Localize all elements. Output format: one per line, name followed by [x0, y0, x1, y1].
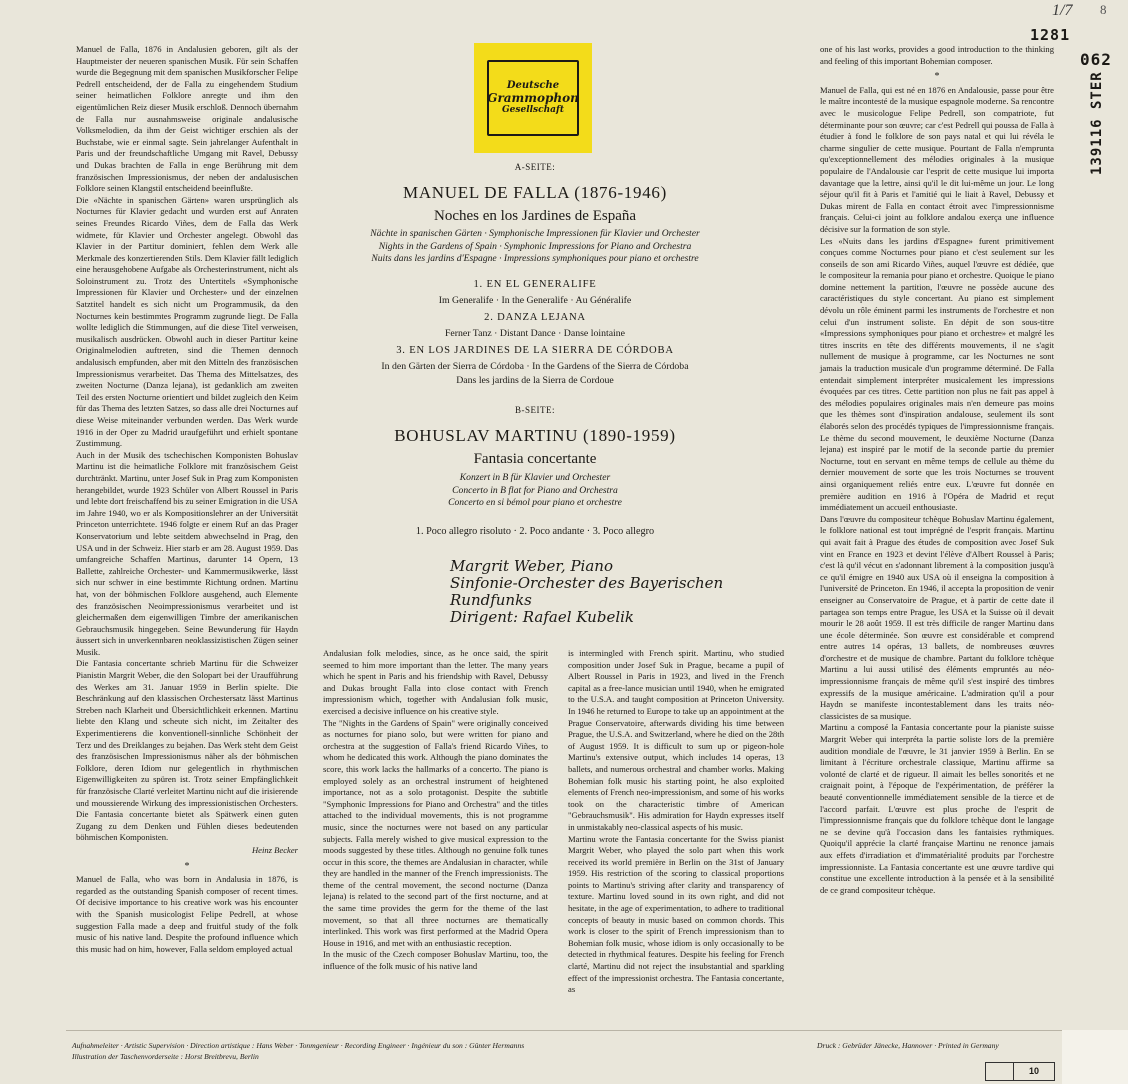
movement-subtitle: Ferner Tanz · Distant Dance · Danse lointaine: [444, 328, 626, 339]
side-a-composer: MANUEL DE FALLA (1876-1946): [403, 183, 667, 202]
french-paragraph: Martinu a composé la Fantasia concertante pour la pianiste suisse Margrit Weber qui interpréta la partie soliste lors de la première audition mondiale de l'œuvre, le 31 janvier 1959 à Berlin. En se limitant à l'écriture orchestrale classique, Martinu affirme sa volonté de clarté et de rigueur. Il aimait les belles sonorités et ne craignait point, à l'époque de l'expérimentation, de préférer la beauté conventionnelle immédiatement sensible de la tierce et de l'accord parfait. L'œuvre est plus proche de l'esprit de l'impressionnisme français que du folklore tchèque dont le langage ne se devine qu'à l'occasion dans les fantaisies rythmiques. Quoiqu'il apprécie la clarté française Martinu ne renonce jamais aux effets d'irradiation et d'immatérialité produits par l'orchestre impressionniste. La Fantasia concertante est une œuvre tardive qui constitue une excellente introduction à la pensée et à la sensibilité de ce grand compositeur tchèque.: [820, 722, 1054, 895]
performer: Sinfonie-Orchester des Bayerischen Rundfunks: [450, 574, 724, 609]
side-a-work-title: Noches en los Jardines de España: [433, 208, 637, 224]
side-b-work-title: Fantasia concertante: [473, 451, 597, 467]
separator-star-icon: *: [934, 71, 940, 83]
page-box: 10: [1013, 1062, 1055, 1081]
french-paragraph: Les «Nuits dans les jardins d'Espagne» furent primitivement conçues comme Nocturnes pour piano et c'est seulement sur les conseils de son ami Ricardo Viñes, auquel l'œuvre est dédiée, que le compositeur la remania pour piano et orchestre. Quoique le piano domine nettement la partition, l'œuvre ne possède aucune des caractéristiques du style concertant. Au piano est simplement dévolu un rôle éminent parmi les instruments de l'orchestre et non celui d'un instrument soliste. En dépit de son sous-titre «Impressions symphoniques pour piano et orchestre» et malgré les titres inscrits en tête des différents mouvements, il ne s'agit nullement de musique à programme, car les Nocturnes ne sont jamais la traduction musicale d'un programme déterminé. De Falla entendait simplement interpréter musicalement les impressions évoquées par ces titres. Cette partition non plus ne fait pas appel à des mélodies populaires originales mais n'en demeure pas moins que les thèmes sont d'inspiration andalouse, seulement ils sont élaborés selon des procédés typiques de l'impressionnisme français. Le thème du second mouvement, le deuxième Nocturne (Danza lejana) est inspiré par le motif de la seconde partie du premier Nocturne, tout en servant en même temps de cellule au thème du dernier mouvement de sorte que les trois Nocturnes se trouvent ainsi organiquement reliés entre eux. L'œuvre fut donnée en première audition en 1916 à l'Opéra de Madrid et reçut immédiatement un accueil enthousiaste.: [820, 235, 1054, 513]
performers: [450, 558, 750, 626]
side-a-label: A-SEITE:: [514, 162, 556, 172]
subtitle: Konzert in B für Klavier und Orchester: [459, 472, 611, 483]
german-paragraph: Manuel de Falla, 1876 in Andalusien geboren, gilt als der Hauptmeister der neueren spanischen Musik. Für sein Schaffen wurde die Begegnung mit dem spanischen Musikforscher Felipe Pedrell entscheidend, der de Falla zu eingehendem Studium seiner heimatlichen Folklore anregte und ihm den eigentümlichen Reiz dieser Musik erschloß. Dennoch übernahm de Falla nur ausnahmsweise originale andalusische Volksmelodien, da ihm der Geist wichtiger erschien als der Buchstabe, wie er einmal sagte. Sein jahrelanger Aufenthalt in Paris und der freundschaftliche Umgang mit Ravel, Debussy und Dukas brachten de Falla in enge Berührung mit dem französischen Impressionismus, der neben der andalusischen Folklore seinen Klangstil entscheidend beeinflußte.: [76, 44, 298, 194]
subtitle: Concerto in B flat for Piano and Orchestra: [452, 484, 618, 496]
label-box: [985, 1062, 1014, 1081]
catalog-number: 062: [1080, 50, 1112, 69]
catalog-number: 1281: [1030, 26, 1071, 44]
spine-catalog: [1082, 72, 1112, 182]
english-paragraph: Andalusian folk melodies, since, as he once said, the spirit seemed to him more important than the letter. The many years which he spent in Paris and his friendship with Ravel, Debussy and Dukas brought Falla into close contact with French impressionism which, together with Andalusian folk music, exercised a decisive influence on his creative style.: [323, 648, 548, 716]
german-paragraph: Die «Nächte in spanischen Gärten» waren ursprünglich als Nocturnes für Klavier gedacht und wurden erst auf Anraten seines Freundes Ricardo Viñes, dem de Falla das Werk widmete, für Klavier und Orchester angelegt. Obwohl das Klavier in der Partitur dominiert, fehlen dem Werk alle Merkmale des konzertierenden Stils. Dem Klavier fällt lediglich eine herausgehobene Aufgabe als Orchesterinstrument, nicht als Soloinstrument zu. Trotz des Untertitels «Symphonische Impressionen für Klavier und Orchester» und der einzelnen Satztitel handelt es sich nicht um Programmusik, da den Nocturnes kein bestimmtes Programm zugrunde liegt. De Falla wollte lediglich die Stimmungen, auf die diese Titel verweisen, musikalisch ausdrücken. Obwohl auch in dieser Partitur keine Originalmelodien auftreten, sind die Themen dennoch andalusisch empfunden, aber mit den Mitteln des französischen Impressionismus verarbeitet. Das Thema des Mittelsatzes, des zweiten Nocturne (Danza lejana), ist gedanklich am zweiten Teil des ersten Nocturne orientiert und bildet zugleich den Keim für das Thema des letzten Satzes, so dass alle drei Nocturnes auf diese Weise miteinander verbunden werden. Das Werk wurde 1916 in der Oper zu Madrid uraufgeführt und erhielt spontane Zustimmung.: [76, 194, 298, 449]
footer-credit-line: Aufnahmeleiter · Artistic Supervision · Direction artistique : Hans Weber · Tonmgenieur · Recording Engineer · Ingénieur du son : Günter Hermanns: [72, 1041, 525, 1050]
side-b-composer: BOHUSLAV MARTINU (1890-1959): [394, 426, 676, 445]
logo-line: Gesellschaft: [502, 105, 564, 115]
dgg-logo: [474, 43, 592, 153]
side-a-subtitles: [330, 228, 740, 266]
movement-title: 3. EN LOS JARDINES DE LA SIERRA DE CÓRDOBA: [396, 345, 674, 356]
footer-printer: Druck : Gebrüder Jänecke, Hannover · Printed in Germany: [817, 1041, 999, 1050]
french-paragraph: Dans l'œuvre du compositeur tchèque Bohuslav Martinu également, le folklore national est tout imprégné de l'esprit français. Martinu qui avait fait à Prague des études de composition avec Josef Suk vint en France en 1923 et devint l'élève d'Albert Roussel à Paris; c'est là qu'il vécut en s'adonnant librement à la composition jusqu'à ce qu'il émigre en 1940 aux USA où il enseigna la composition à l'université de Princeton. En 1946, il accepta la proposition de venir enseigner au Conservatoire de Prague, et à partir de cette date il partagea son temps entre Prague, les USA et la Suisse où il devait mourir le 28 août 1959. Il est très difficile de ranger Martinu dans une école déterminée. Son œuvre est considérable et comprend entre autres 14 opéras, 13 ballets, de nombreuses œuvres d'orchestre et de musique de chambre. Partant du folklore tchèque Martinu a lui aussi utilisé des éléments empruntés au néo-impressionnisme français de même qu'il s'est inspiré des timbres expressifs de la musique américaine. L'admiration qu'il a pour Haydn se manifeste incontestablement dans les traits néo-classicistes de sa musique.: [820, 513, 1054, 721]
footer-credit-line: Illustration der Taschenvorderseite : Horst Breitbrevu, Berlin: [72, 1052, 259, 1061]
english-paragraph: is intermingled with French spirit. Martinu, who studied composition under Josef Suk in Prague, became a pupil of Albert Roussel in Paris in 1923, and lived in the French capital as a free-lance musician until 1940, when he emigrated to the U.S.A. and taught composition at Princeton University. In 1946 he returned to Europe to take up an appointment at the Prague Conservatoire, afterwards dividing his time between Prague, the U.S.A. and Switzerland, where he died on the 28th of August 1959. It is difficult to sum up or pigeon-hole Martinu's extensive output, which includes 14 operas, 13 ballets, and numerous orchestral and chamber works. Making Bohemian folk music his starting point, he also exploited elements of French neo-impressionism, and some of his works took on the characteristic timbre of American "Gebrauchsmusik". His admiration for Haydn expresses itself in unmistakably neo-classical aspects of his music.: [568, 648, 784, 832]
performer: Dirigent: Rafael Kubelik: [450, 608, 634, 626]
english-paragraph: Martinu wrote the Fantasia concertante for the Swiss pianist Margrit Weber, who played the solo part when this work received its world première in Berlin on the 31st of January 1959. His restriction of the scoring to classical proportions points to Martinu's striving after clarity and transparency of texture. Martinu loved sound in its own right, and did not hesitate, in the age of experimentation, to adhere to traditional concepts of beauty in music based on common chords. This work is closer to the spirit of French impressionism than to Bohemian folk music, whose idiom is only occasionally to be detected in rhythmical features. Despite his feeling for French clarté, Martinu did not reject the insubstantial and sparkling effect of the impressionist orchestra. The Fantasia concertante, as: [568, 833, 784, 995]
logo-line: Grammophon: [487, 91, 579, 105]
subtitle: Nuits dans les jardins d'Espagne · Impressions symphoniques pour piano et orchestre: [371, 253, 699, 265]
handwritten-note: 1/7: [1052, 2, 1073, 19]
footer-credits: [72, 1040, 1072, 1062]
english-paragraph: Manuel de Falla, who was born in Andalusia in 1876, is regarded as the outstanding Spanish composer of recent times. Of decisive importance to his creative work was his encounter with the Spanish musicologist Felipe Pedrell, at whose suggestion Falla made a deep and fruitful study of the folk music of his native land. Despite the profound influence which this music had on him, however, Falla seldom employed actual: [76, 874, 298, 954]
english-paragraph: The "Nights in the Gardens of Spain" were originally conceived as nocturnes for piano solo, but were written for piano and orchestra at the suggestion of Falla's friend Ricardo Viñes, to whom he dedicated this work. Although the piano dominates the score, this work lacks the hallmarks of a concerto. The piano is employed solely as an orchestral instrument of heightened importance, not as a solo protagonist. Despite the subtitle "Symphonic Impressions for Piano and Orchestra" and the titles attached to the individual movements, this is not programme music, since the nocturnes were not based on any particular subjects. Falla merely wished to give musical expression to the moods suggested by these titles. Although no genuine folk tunes occur in this score, the themes are Andalusian in character, while they are handled in the manner of the French impressionists. The theme of the central movement, the second nocturne (Danza lejana) is related to the second part of the first nocturne, and at the same time provides the germ for the theme of the last movement, so that all three nocturnes are thematically interlinked. This work was first performed at the Madrid Opera House in 1916, and met with an enthusiastic reception.: [323, 717, 548, 948]
german-signature: Heinz Becker: [251, 844, 298, 855]
german-paragraph: Auch in der Musik des tschechischen Komponisten Bohuslav Martinu ist die heimatliche Folklore mit französischem Geist durchtränkt. Martinu, unter Josef Suk in Prag zum Komponisten herangebildet, wurde 1923 Schüler von Albert Roussel in Paris und lebte dort freischaffend bis zu seiner Emigration in die USA im Jahre 1940, wo er als Kompositionslehrer an der Universität Princeton unterrichtete. 1946 folgte er einem Ruf an das Prager Konservatorium und lebte seitdem abwechselnd in Prag, den USA und in der Schweiz. Hier starb er am 28. August 1959. Das umfangreiche Schaffen Martinus, darunter 14 Opern, 13 Ballette, zahlreiche Orchester- und Kammermusikwerke, lässt sich nur schwer in eine bestimmte Richtung ordnen. Martinu hat, von der böhmischen Folklore ausgehend, auch Elemente des französischen Neoimpressionismus verarbeitet und ist gleichermaßen dem eigenwilligen Timbre der amerikanischen Gebrauchsmusik hingegeben. Seine Bewunderung für Haydn äussert sich in unverkennbaren neoklassizistischen Zügen seiner Musik.: [76, 449, 298, 657]
logo-line: Deutsche: [506, 80, 560, 91]
english-notes-middle: [323, 648, 548, 973]
side-b-movements: 1. Poco allegro risoluto · 2. Poco andante · 3. Poco allegro: [415, 526, 655, 537]
subtitle: Concerto en si bémol pour piano et orchestre: [448, 497, 622, 509]
movement-title: 1. EN EL GENERALIFE: [473, 279, 597, 290]
side-b-subtitles: [330, 472, 740, 510]
spine-text: 139116 STER: [1089, 71, 1105, 175]
subtitle: Nächte in spanischen Gärten · Symphonische Impressionen für Klavier und Orchester: [370, 228, 700, 239]
corner-label-area: [1062, 1030, 1128, 1084]
french-notes: [820, 44, 1054, 896]
french-paragraph: Manuel de Falla, qui est né en 1876 en Andalousie, passe pour être le maître incontesté de la musique espagnole moderne. Sa rencontre avec le musicologue Felipe Pedrell, son compatriote, fut déterminante pour son œuvre; car c'est Pedrell qui poussa de Falla à étudier à fond le folklore de son pays natal et qui lui révéla le charme singulier de cette musique. Pourtant de Falla n'emprunta qu'exceptionnellement des mélodies originales à la musique populaire de l'Andalousie car l'esprit de cette musique lui importa davantage que la lettre, ainsi qu'il le dit lui-même un jour. Le long séjour qu'il fit à Paris et l'amitié qui le liait à Ravel, Debussy et Dukas mirent de Falla en contact étroit avec l'impressionnisme français. Celui-ci joint au folklore andalou exerça une influence décisive sur la formation de son style.: [820, 84, 1054, 234]
movement-subtitle: In den Gärten der Sierra de Córdoba · In the Gardens of the Sierra de Córdoba: [381, 361, 689, 372]
german-notes: [76, 44, 298, 955]
subtitle: Nights in the Gardens of Spain · Symphonic Impressions for Piano and Orchestra: [378, 240, 692, 252]
english-notes-right: [568, 648, 784, 996]
movement-subtitle: Dans les jardins de la Sierra de Cordoue: [456, 375, 614, 386]
separator-star-icon: *: [184, 860, 190, 872]
footer-divider: [66, 1030, 1066, 1031]
movement-subtitle: Im Generalife · In the Generalife · Au Généralife: [438, 295, 632, 306]
movement-title: 2. DANZA LEJANA: [484, 312, 586, 323]
handwritten-number: 8: [1100, 2, 1107, 17]
performer: Margrit Weber, Piano: [450, 557, 613, 575]
english-paragraph-end: one of his last works, provides a good introduction to the thinking and feeling of this important Bohemian composer.: [820, 44, 1054, 66]
side-b-label: B-SEITE:: [515, 405, 555, 415]
english-paragraph: In the music of the Czech composer Bohuslav Martinu, too, the influence of the folk music of his native land: [323, 949, 548, 972]
german-paragraph: Die Fantasia concertante schrieb Martinu für die Schweizer Pianistin Margrit Weber, die den Solopart bei der Uraufführung des Werkes am 31. Januar 1959 in Berlin spielte. Die Beschränkung auf den klassischen Orchestersatz lässt Martinus Streben nach Klarheit und Übersichtlichkeit erkennen. Martinu liebte den Klang und scheute sich nicht, im Zeitalter des Experimentierens die konventionell-sinnliche Schönheit der Terz und des Dreiklanges zu bejahen. Das Werk steht dem Geist des französischen Impressionismus näher als der böhmischen Folklore, deren Idiom nur gelegentlich in rhythmischen Eigenwilligkeiten zu spüren ist. Trotz seiner Empfänglichkeit für französische Clarté verleitet Martinu nicht auf die irisierende und moussierende Wirkung des impressionistischen Orchesters. Die Fantasia concertante bietet als Spätwerk einen guten Zugang zu dem Denken und Fühlen dieses bedeutenden böhmischen Komponisten.: [76, 658, 298, 843]
